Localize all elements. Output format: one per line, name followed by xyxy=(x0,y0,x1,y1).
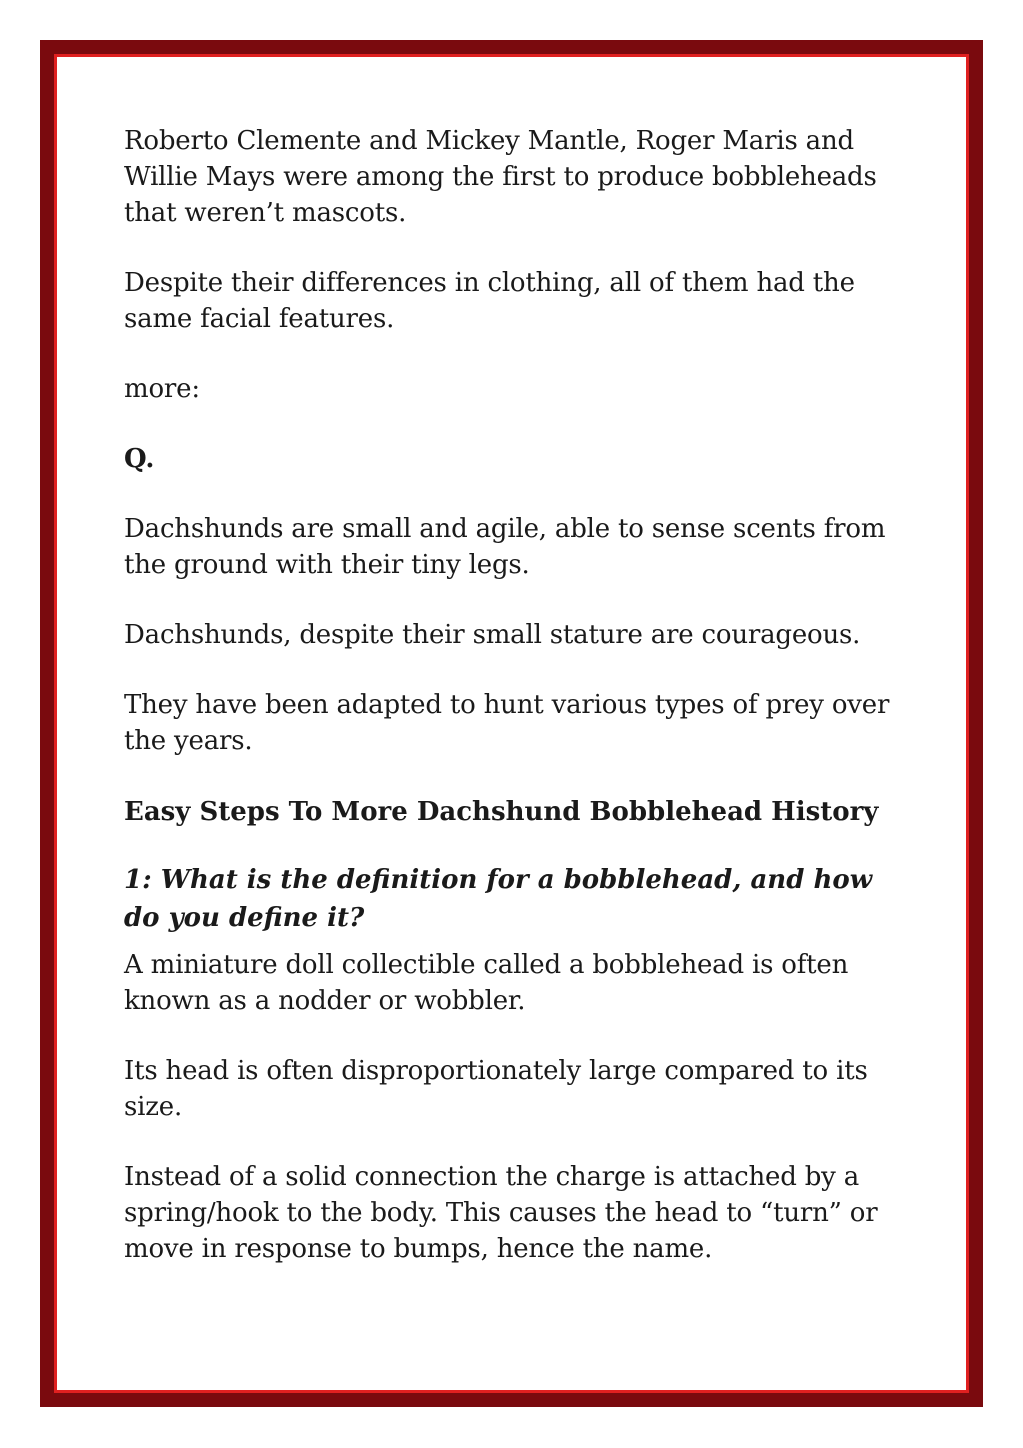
paragraph-6: A miniature doll collectible called a bobblehead is often known as a nodder or wobbler. xyxy=(124,950,849,1016)
paragraph-8: Instead of a solid connection the charge is attached by a spring/hook to the body. This causes the head to “turn” or move in response to bumps, hence the name. xyxy=(124,1162,878,1264)
paragraph-2: Despite their differences in clothing, all of them had the same facial features. xyxy=(124,268,855,334)
section-heading: Easy Steps To More Dachshund Bobblehead History xyxy=(124,797,879,827)
paragraph-more: more: xyxy=(124,374,200,404)
paragraph-5: They have been adapted to hunt various types of prey over the years. xyxy=(124,690,890,756)
paragraph-4: Dachshunds, despite their small stature are courageous. xyxy=(124,620,861,650)
document-body xyxy=(124,123,914,1267)
paragraph-7: Its head is often disproportionately large compared to its size. xyxy=(124,1056,868,1122)
question-heading: 1: What is the definition for a bobblehead, and how do you define it? xyxy=(124,865,873,933)
question-label: Q. xyxy=(124,444,155,474)
paragraph-3: Dachshunds are small and agile, able to sense scents from the ground with their tiny legs. xyxy=(124,514,886,580)
paragraph-1: Roberto Clemente and Mickey Mantle, Roger Maris and Willie Mays were among the first to produce bobbleheads that weren’t mascots. xyxy=(124,126,877,228)
